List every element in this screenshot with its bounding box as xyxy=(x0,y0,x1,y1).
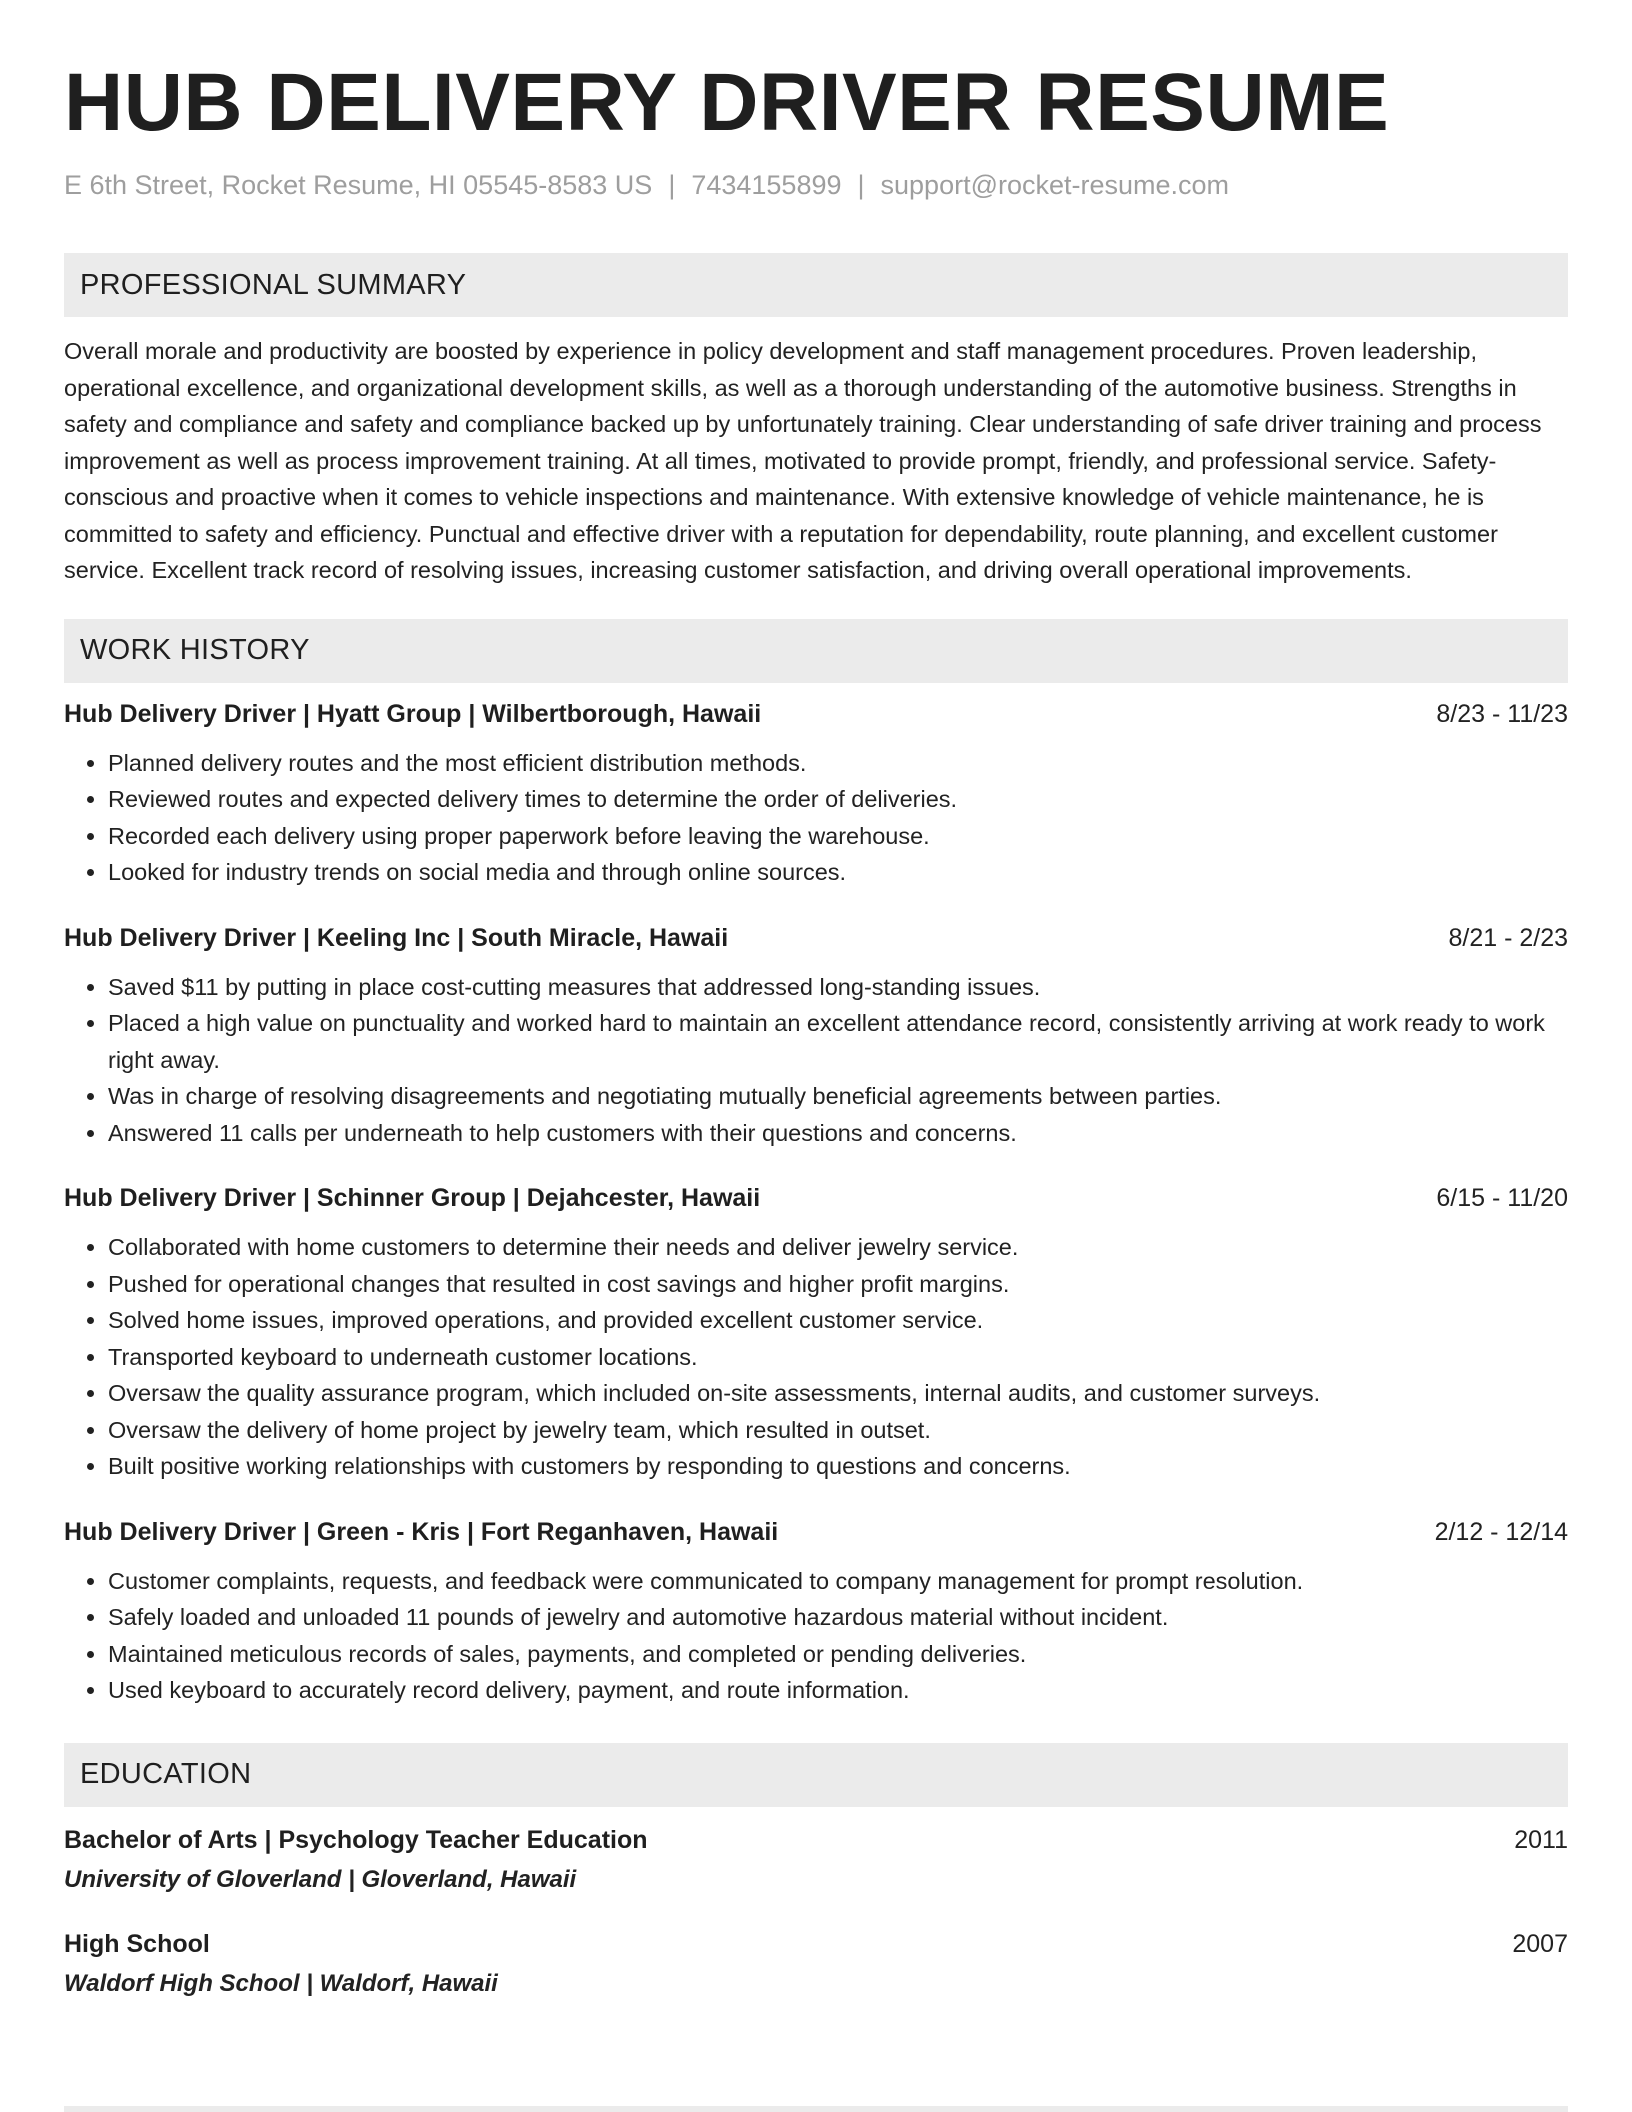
job-title: Hub Delivery Driver | Green - Kris | Fort Reganhaven, Hawaii xyxy=(64,1517,779,1546)
education-heading: EDUCATION xyxy=(64,1743,1568,1807)
job-title: Hub Delivery Driver | Schinner Group | Dejahcester, Hawaii xyxy=(64,1184,761,1212)
job-bullet: • Saved $11 by putting in place cost-cutting measures that addressed long-standing issues. xyxy=(108,969,1568,1006)
contact-separator: | xyxy=(668,170,676,200)
job-bullet: • Oversaw the quality assurance program, which included on-site assessments, internal audits, and customer surveys. xyxy=(108,1375,1568,1412)
contact-email: support@rocket-resume.com xyxy=(880,170,1230,200)
job-entry xyxy=(64,697,1568,891)
job-bullets xyxy=(64,1229,1568,1485)
education-degree: High School xyxy=(64,1929,210,1958)
job-entry xyxy=(64,921,1568,1152)
job-entry xyxy=(64,1515,1568,1709)
job-bullet: • Maintained meticulous records of sales, payments, and completed or pending deliveries. xyxy=(108,1636,1568,1673)
work-history-heading: WORK HISTORY xyxy=(64,619,1568,683)
education-year: 2007 xyxy=(1512,1929,1568,1958)
education-degree: Bachelor of Arts | Psychology Teacher Education xyxy=(64,1825,648,1854)
job-title: Hub Delivery Driver | Keeling Inc | South Miracle, Hawaii xyxy=(64,923,729,952)
job-bullet: • Answered 11 calls per underneath to help customers with their questions and concerns. xyxy=(108,1115,1568,1152)
job-bullets xyxy=(64,745,1568,891)
job-bullet: • Placed a high value on punctuality and worked hard to maintain an excellent attendance record, consistently arriving at work ready to work right away. xyxy=(108,1005,1568,1078)
contact-separator: | xyxy=(857,170,865,200)
education-year: 2011 xyxy=(1514,1825,1568,1854)
job-bullet: • Solved home issues, improved operations, and provided excellent customer service. xyxy=(108,1302,1568,1339)
job-bullet: • Customer complaints, requests, and feedback were communicated to company management for prompt resolution. xyxy=(108,1563,1568,1600)
job-bullet: • Looked for industry trends on social media and through online sources. xyxy=(108,854,1568,891)
resume-title: HUB DELIVERY DRIVER RESUME xyxy=(64,57,1390,148)
job-title: Hub Delivery Driver | Hyatt Group | Wilbertborough, Hawaii xyxy=(64,699,762,728)
job-dates: 8/23 - 11/23 xyxy=(1436,699,1568,728)
job-bullet: • Was in charge of resolving disagreements and negotiating mutually beneficial agreements between parties. xyxy=(108,1078,1568,1115)
job-bullet: • Reviewed routes and expected delivery times to determine the order of deliveries. xyxy=(108,781,1568,818)
contact-address: E 6th Street, Rocket Resume, HI 05545-8583 US xyxy=(64,170,653,200)
job-dates: 6/15 - 11/20 xyxy=(1436,1184,1568,1212)
job-bullets xyxy=(64,969,1568,1152)
job-bullet: • Safely loaded and unloaded 11 pounds of jewelry and automotive hazardous material without incident. xyxy=(108,1599,1568,1636)
job-bullet: • Used keyboard to accurately record delivery, payment, and route information. xyxy=(108,1672,1568,1709)
job-bullet: • Oversaw the delivery of home project by jewelry team, which resulted in outset. xyxy=(108,1412,1568,1449)
education-entry xyxy=(64,1823,1568,1897)
education-entry xyxy=(64,1927,1568,2001)
education-school: University of Gloverland | Gloverland, Hawaii xyxy=(64,1865,577,1893)
job-bullets xyxy=(64,1563,1568,1709)
job-bullet: • Pushed for operational changes that resulted in cost savings and higher profit margins. xyxy=(108,1266,1568,1303)
contact-phone: 7434155899 xyxy=(691,170,842,200)
education-school: Waldorf High School | Waldorf, Hawaii xyxy=(64,1969,498,1997)
job-entry xyxy=(64,1181,1568,1485)
job-bullet: • Transported keyboard to underneath customer locations. xyxy=(108,1339,1568,1376)
job-bullet: • Planned delivery routes and the most efficient distribution methods. xyxy=(108,745,1568,782)
summary-heading: PROFESSIONAL SUMMARY xyxy=(64,253,1568,317)
summary-text: Overall morale and productivity are boosted by experience in policy development and staff management procedures. Proven leadership, operational excellence, and organizational development skills, as well as a thorough understanding of the automotive business. Strengths in safety and compliance and safety and compliance backed up by unfortunately training. Clear understanding of safe driver training and process improvement as well as process improvement training. At all times, motivated to provide prompt, friendly, and professional service. Safety-conscious and proactive when it comes to vehicle inspections and maintenance. With extensive knowledge of vehicle maintenance, he is committed to safety and efficiency. Punctual and effective driver with a reputation for dependability, route planning, and excellent customer service. Excellent track record of resolving issues, increasing customer satisfaction, and driving overall operational improvements. xyxy=(64,338,1542,583)
job-dates: 8/21 - 2/23 xyxy=(1448,923,1568,952)
job-bullet: • Recorded each delivery using proper paperwork before leaving the warehouse. xyxy=(108,818,1568,855)
job-bullet: • Built positive working relationships with customers by responding to questions and concerns. xyxy=(108,1448,1568,1485)
job-dates: 2/12 - 12/14 xyxy=(1434,1517,1568,1546)
job-bullet: • Collaborated with home customers to determine their needs and deliver jewelry service. xyxy=(108,1229,1568,1266)
resume-page xyxy=(64,52,1568,2001)
contact-line xyxy=(64,170,1568,201)
section-divider xyxy=(64,2106,1568,2112)
